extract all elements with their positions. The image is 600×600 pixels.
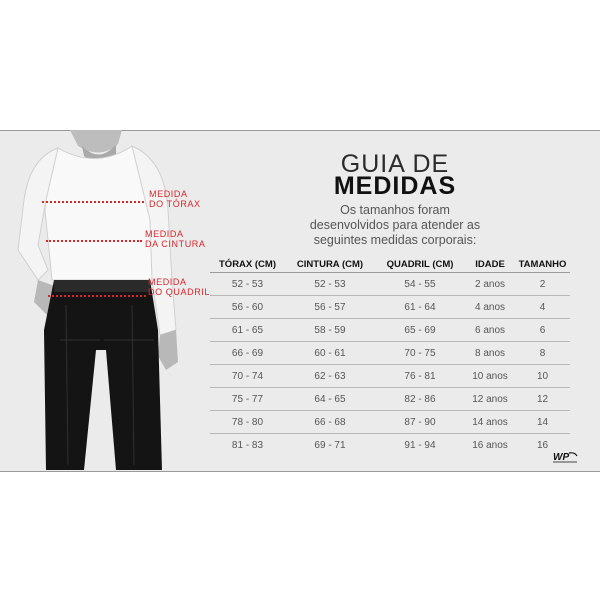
header-waist: CINTURA (CM) [296, 258, 364, 270]
model-figure [0, 130, 230, 470]
header-chest: TÓRAX (CM) [219, 258, 276, 270]
cell-hip: 91 - 94 [375, 434, 465, 457]
subtitle-line: Os tamanhos foram [340, 203, 450, 217]
waist-label: MEDIDA DA CINTURA [145, 229, 206, 249]
hip-measure-line [48, 295, 146, 297]
subtitle-line: desenvolvidos para atender as [309, 218, 481, 232]
cell-size: 12 [515, 388, 570, 411]
cell-age: 10 anos [465, 365, 515, 388]
cell-hip: 65 - 69 [375, 319, 465, 342]
cell-hip: 61 - 64 [375, 296, 465, 319]
cell-hip: 76 - 81 [375, 365, 465, 388]
subtitle-line: seguintes medidas corporais: [313, 233, 477, 247]
cell-size: 2 [515, 273, 570, 296]
cell-age: 8 anos [465, 342, 515, 365]
table-header-row [210, 256, 570, 273]
cell-age: 4 anos [465, 296, 515, 319]
cell-chest: 66 - 69 [210, 342, 285, 365]
chest-label: MEDIDA DO TÓRAX [149, 189, 201, 209]
header-age: IDADE [475, 258, 505, 270]
cell-age: 12 anos [465, 388, 515, 411]
header-hip: QUADRIL (CM) [386, 258, 454, 270]
table-row [210, 342, 570, 365]
table-row [210, 319, 570, 342]
cell-waist: 69 - 71 [285, 434, 375, 457]
cell-chest: 70 - 74 [210, 365, 285, 388]
cell-hip: 82 - 86 [375, 388, 465, 411]
cell-waist: 60 - 61 [285, 342, 375, 365]
cell-size: 10 [515, 365, 570, 388]
table-row [210, 296, 570, 319]
cell-chest: 56 - 60 [210, 296, 285, 319]
hip-label: MEDIDA DO QUADRIL [148, 277, 211, 297]
cell-chest: 61 - 65 [210, 319, 285, 342]
table-row [210, 365, 570, 388]
cell-waist: 62 - 63 [285, 365, 375, 388]
cell-waist: 66 - 68 [285, 411, 375, 434]
cell-chest: 52 - 53 [210, 273, 285, 296]
cell-chest: 75 - 77 [210, 388, 285, 411]
cell-age: 16 anos [465, 434, 515, 457]
svg-text:WP: WP [553, 452, 570, 463]
table-row [210, 434, 570, 457]
cell-waist: 64 - 65 [285, 388, 375, 411]
cell-age: 6 anos [465, 319, 515, 342]
cell-waist: 56 - 57 [285, 296, 375, 319]
size-table [210, 256, 570, 456]
wp-brand-logo-icon [553, 450, 579, 464]
cell-age: 14 anos [465, 411, 515, 434]
cell-waist: 58 - 59 [285, 319, 375, 342]
cell-hip: 87 - 90 [375, 411, 465, 434]
waist-measure-line [46, 240, 142, 242]
cell-waist: 52 - 53 [285, 273, 375, 296]
guide-title-line2: MEDIDAS [333, 172, 457, 200]
cell-hip: 70 - 75 [375, 342, 465, 365]
cell-size: 6 [515, 319, 570, 342]
table-row [210, 273, 570, 296]
cell-size: 14 [515, 411, 570, 434]
guide-title-line1: GUIA DE [340, 150, 450, 178]
cell-size: 8 [515, 342, 570, 365]
chest-measure-line [42, 201, 144, 203]
header-size: TAMANHO [518, 258, 567, 270]
cell-chest: 78 - 80 [210, 411, 285, 434]
table-row [210, 411, 570, 434]
cell-size: 16 [515, 434, 570, 457]
cell-chest: 81 - 83 [210, 434, 285, 457]
table-row [210, 388, 570, 411]
cell-age: 2 anos [465, 273, 515, 296]
cell-size: 4 [515, 296, 570, 319]
guide-subtitle [290, 203, 500, 248]
cell-hip: 54 - 55 [375, 273, 465, 296]
